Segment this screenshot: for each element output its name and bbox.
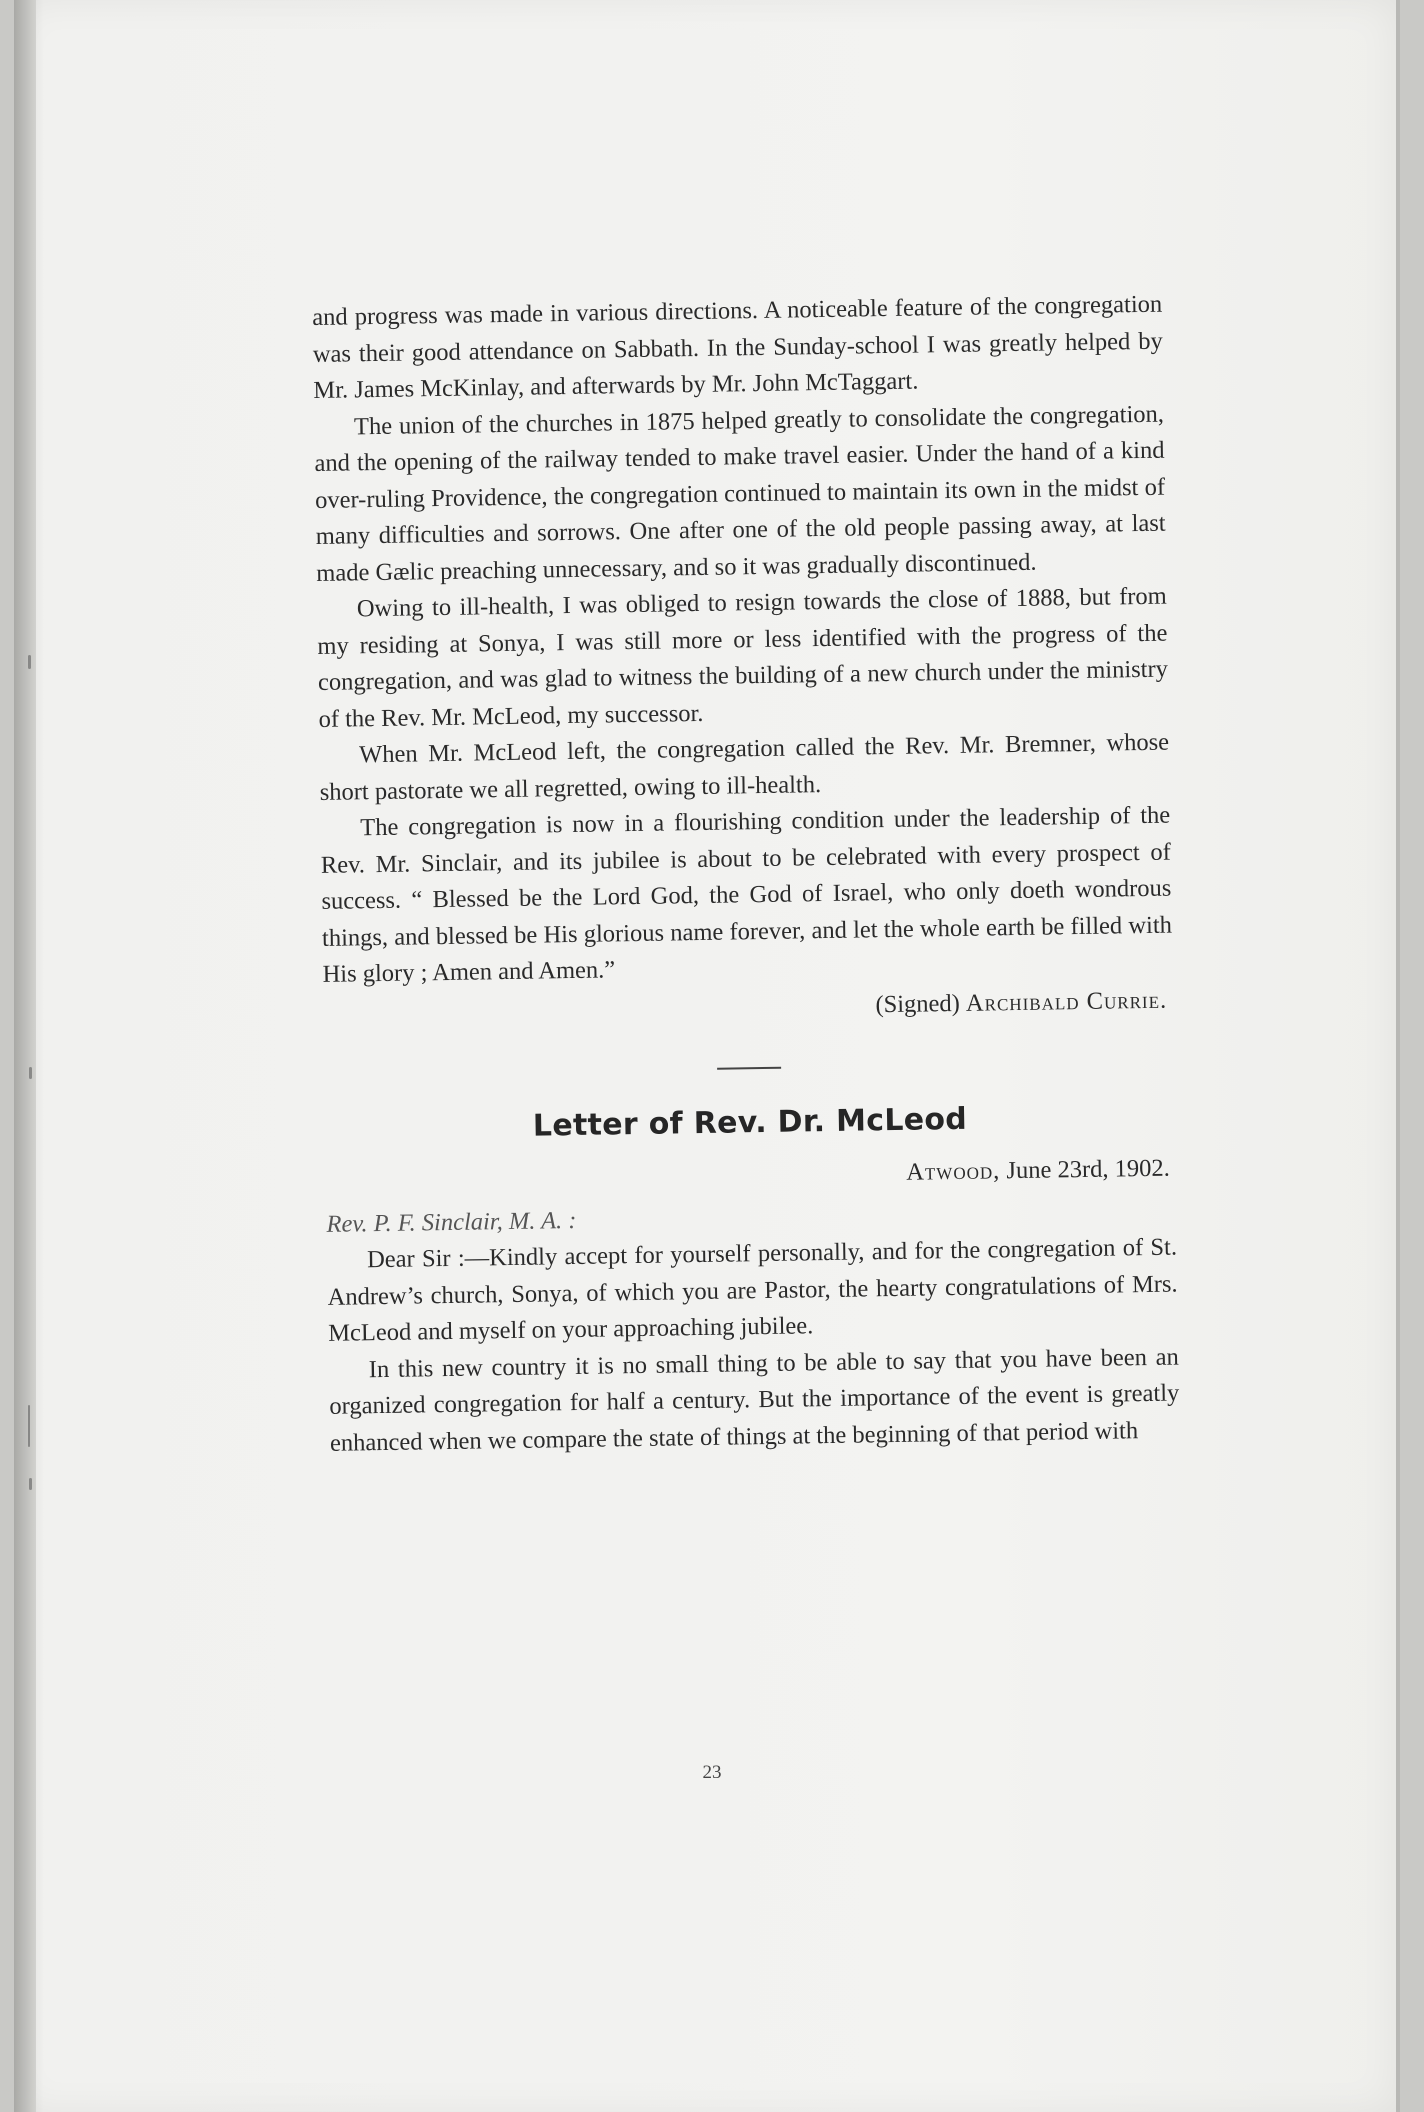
letter-title: Letter of Rev. Dr. McLeod [532,1101,968,1144]
signature-name: Archibald Currie. [965,986,1168,1017]
edge-mark [28,1405,30,1447]
signature-prefix: (Signed) [875,989,961,1018]
letter-salutation: Rev. P. F. Sinclair, M. A. : [326,1206,577,1238]
paragraph: The union of the churches in 1875 helped greatly to consolidate the congregation, and the opening of the railway tended to make travel easier. Under the hand of a kind over-ruling Providence, the congregation continued to maintain its own in the midst of many difficulties and sorrows. One after one of the old people passing away, at last made Gælic preaching unnecessary, and so it was gradually discontinued. [314,400,1166,587]
page-number: 23 [702,1762,722,1783]
letter-paragraph: In this new country it is no small thing to be able to say that you have been an organized congregation for half a century. But the importance of the event is greatly enhanced when we compare the state of things at the beginning of that period with [329,1343,1180,1457]
page-text [312,287,1180,1462]
paragraph: The congregation is now in a flourishing condition under the leadership of the Rev. Mr. Sinclair, and its jubilee is about to be celebrated with every prospect of success. “ Blessed be the Lord God, the God of Israel, who only doeth wondrous things, and blessed be His glorious name forever, and let the whole earth be filled with His glory ; Amen and Amen.” [320,801,1173,988]
paragraph: and progress was made in various directions. A noticeable feature of the congregation was their good attendance on Sabbath. In the Sunday-school I was greatly helped by Mr. James McKinlay, and afterwards by Mr. John McTaggart. [312,290,1163,404]
paragraph: Owing to ill-health, I was obliged to resign towards the close of 1888, but from my residing at Sonya, I was still more or less identified with the progress of the congregation, and was glad to witness the building of a new church under the ministry of the Rev. Mr. McLeod, my successor. [317,582,1169,733]
letter-date: June 23rd, 1902. [1006,1154,1170,1185]
letter-place: Atwood, [906,1157,1001,1186]
edge-mark [29,1067,32,1079]
letter-dateline [326,1151,1176,1201]
section-divider [717,1067,781,1070]
page-binding [14,0,36,2112]
edge-mark [28,655,31,669]
letter-paragraph: Dear Sir :—Kindly accept for yourself personally, and for the congregation of St. Andrew’s church, Sonya, of which you are Pastor, the hearty congratulations of Mrs. McLeod and myself on your approaching jubilee. [327,1233,1178,1347]
paragraph: When Mr. McLeod left, the congregation called the Rev. Mr. Bremner, whose short pastorate we all regretted, owing to ill-health. [319,728,1170,806]
edge-mark [29,1478,32,1490]
